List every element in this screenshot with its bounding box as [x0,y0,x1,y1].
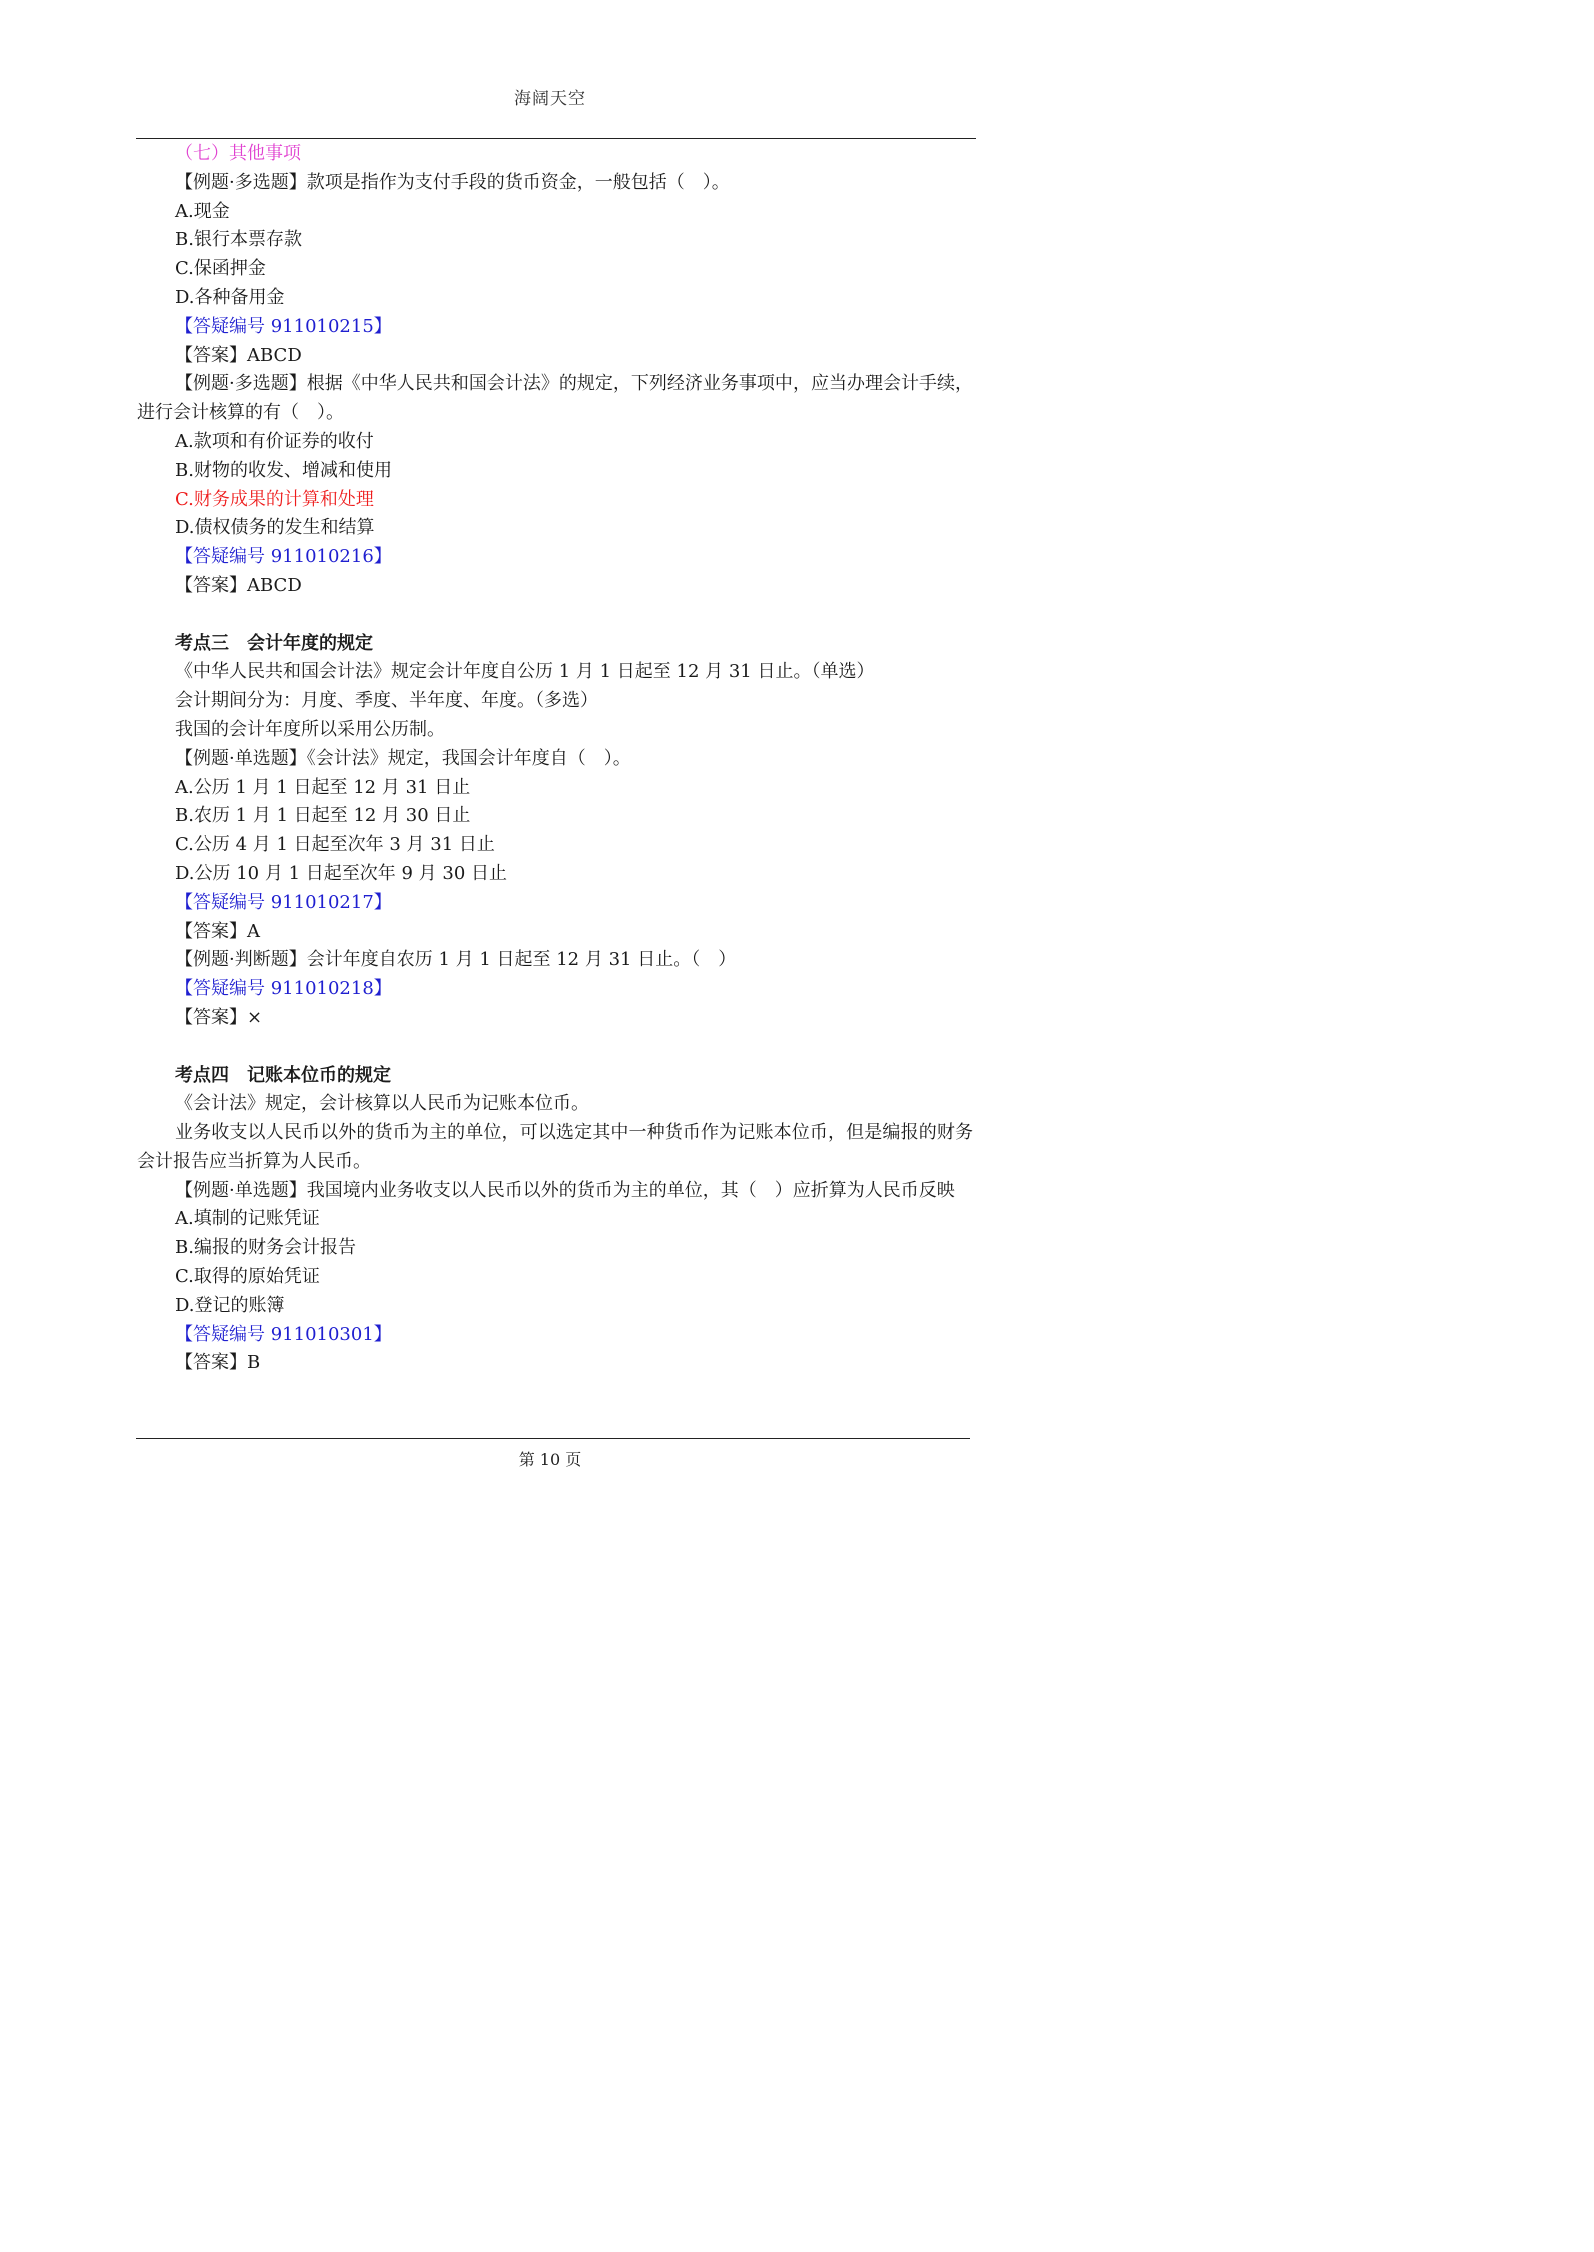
option-c-highlighted: C.财务成果的计算和处理 [175,488,374,510]
answer-text: 【答案】A [175,920,260,942]
answer-reference-id: 【答疑编号 911010218】 [175,978,392,1000]
option-b: B.农历 1 月 1 日起至 12 月 30 日止 [175,805,471,827]
section-heading-functional-currency: 考点四 记账本位币的规定 [175,1064,391,1086]
option-c: C.保函押金 [175,258,266,280]
answer-reference-id: 【答疑编号 911010217】 [175,891,392,913]
answer-text: 【答案】ABCD [175,344,302,366]
option-c: C.取得的原始凭证 [175,1266,320,1288]
answer-text: 【答案】ABCD [175,574,302,596]
option-b: B.编报的财务会计报告 [175,1237,356,1259]
page-number: 第 10 页 [518,1450,582,1469]
body-text-line: 会计期间分为：月度、季度、半年度、年度。（多选） [175,690,598,712]
option-d: D.债权债务的发生和结算 [175,517,375,539]
option-b: B.银行本票存款 [175,229,302,251]
question-stem: 【例题·判断题】会计年度自农历 1 月 1 日起至 12 月 31 日止。（ ） [175,949,737,971]
body-text-line: 我国的会计年度所以采用公历制。 [175,718,445,740]
document-body [137,140,973,1378]
question-stem: 【例题·多选题】款项是指作为支付手段的货币资金，一般包括（ ）。 [175,171,730,193]
footer-rule [136,1438,970,1439]
option-d: D.公历 10 月 1 日起至次年 9 月 30 日止 [175,862,507,884]
option-d: D.登记的账簿 [175,1294,285,1316]
answer-reference-id: 【答疑编号 911010301】 [175,1323,392,1345]
option-a: A.公历 1 月 1 日起至 12 月 31 日止 [175,776,471,798]
section-heading-fiscal-year: 考点三 会计年度的规定 [175,632,373,654]
question-stem: 【例题·多选题】根据《中华人民共和国会计法》的规定，下列经济业务事项中，应当办理会计手续，进行会计核算的有（ ）。 [137,373,973,424]
answer-reference-id: 【答疑编号 911010215】 [175,315,392,337]
spacer [137,1033,973,1062]
page-header-title: 海阔天空 [514,89,586,109]
option-a: A.填制的记账凭证 [175,1208,320,1230]
header-rule [136,138,976,139]
spacer [137,601,973,630]
body-text-line: 《中华人民共和国会计法》规定会计年度自公历 1 月 1 日起至 12 月 31 日止。（单选） [175,661,875,683]
option-a: A.现金 [175,200,230,222]
question-stem: 【例题·单选题】我国境内业务收支以人民币以外的货币为主的单位，其（ ）应折算为人民币反映 [175,1179,955,1201]
body-paragraph: 业务收支以人民币以外的货币为主的单位，可以选定其中一种货币作为记账本位币，但是编报的财务会计报告应当折算为人民币。 [137,1122,973,1172]
answer-reference-id: 【答疑编号 911010216】 [175,546,392,568]
option-b: B.财物的收发、增减和使用 [175,459,392,481]
option-c: C.公历 4 月 1 日起至次年 3 月 31 日止 [175,834,495,856]
option-a: A.款项和有价证券的收付 [175,430,374,452]
section-heading-other-matters: （七）其他事项 [175,143,301,164]
question-stem: 【例题·单选题】《会计法》规定，我国会计年度自（ ）。 [175,747,631,769]
body-text-line: 《会计法》规定，会计核算以人民币为记账本位币。 [175,1093,589,1115]
answer-text: 【答案】× [175,1006,263,1028]
option-d: D.各种备用金 [175,286,285,308]
answer-text: 【答案】B [175,1352,261,1374]
